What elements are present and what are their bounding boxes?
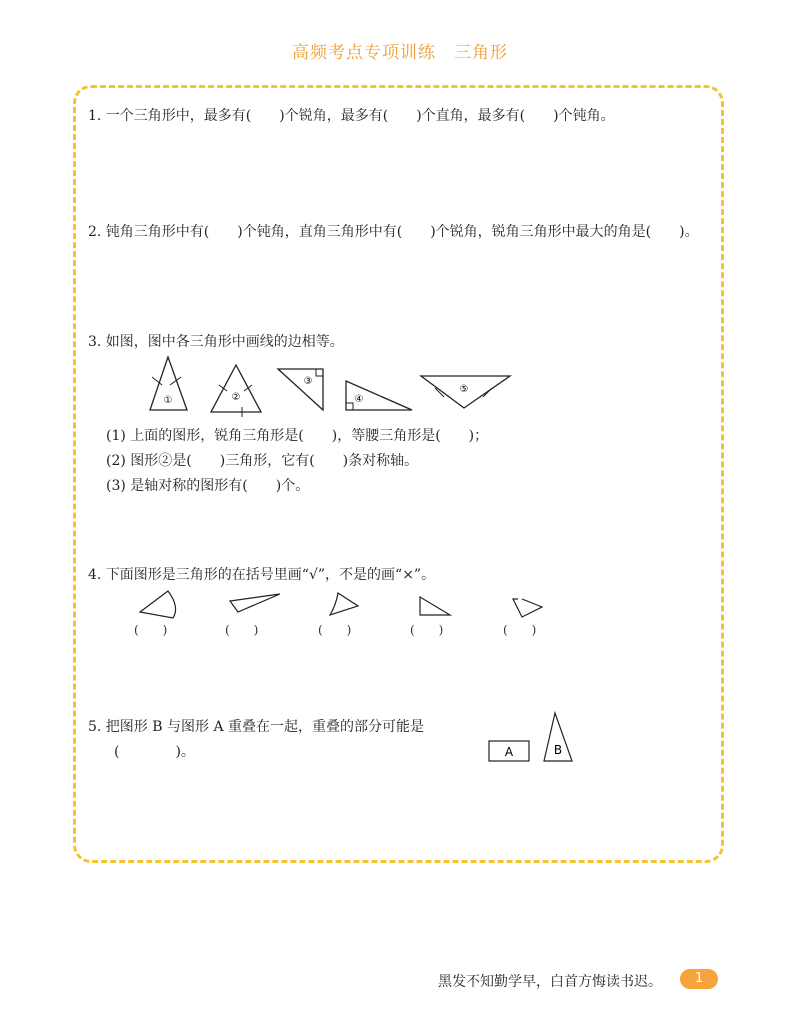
- shape-3: [330, 593, 358, 615]
- triangle-5: [421, 376, 510, 408]
- triangle-4: [346, 381, 412, 410]
- shape-b-label: B: [553, 743, 563, 757]
- triangle-4-label: ④: [354, 394, 364, 405]
- answer-paren-1[interactable]: ( ): [134, 623, 168, 637]
- question-2: 2. 钝角三角形中有( )个钝角，直角三角形中有( )个锐角，锐角三角形中最大的角是( )。: [88, 224, 699, 240]
- shape-1: [140, 591, 176, 618]
- question-1: 1. 一个三角形中，最多有( )个锐角，最多有( )个直角，最多有( )个钝角。: [88, 108, 615, 124]
- shape-a: [489, 741, 529, 761]
- question-3-sub-3: (3) 是轴对称的图形有( )个。: [106, 478, 310, 494]
- question-4-figures: [130, 585, 560, 625]
- answer-paren-3[interactable]: ( ): [318, 623, 352, 637]
- triangle-3: [278, 369, 323, 410]
- shape-4: [420, 597, 450, 615]
- question-4-stem: 4. 下面图形是三角形的在括号里画“√”，不是的画“×”。: [88, 567, 436, 583]
- answer-paren-5[interactable]: ( ): [503, 623, 537, 637]
- question-5-figures: [485, 710, 585, 770]
- question-3-sub-1: (1) 上面的图形，锐角三角形是( )，等腰三角形是( )；: [106, 428, 489, 444]
- shape-b: [544, 713, 572, 761]
- triangle-2: [211, 365, 261, 417]
- question-5-line-1: 5. 把图形 B 与图形 A 重叠在一起，重叠的部分可能是: [88, 719, 425, 735]
- answer-paren-2[interactable]: ( ): [225, 623, 259, 637]
- triangle-1: [150, 357, 187, 410]
- triangle-3-label: ③: [303, 376, 313, 387]
- question-3-stem: 3. 如图，图中各三角形中画线的边相等。: [88, 334, 344, 350]
- question-5-line-2: ( )。: [114, 744, 195, 760]
- answer-paren-4[interactable]: ( ): [410, 623, 444, 637]
- question-3-figures: [140, 355, 540, 420]
- shape-a-label: A: [504, 745, 514, 759]
- page-number-badge: 1: [680, 969, 718, 989]
- shape-5: [513, 599, 542, 617]
- shape-2: [230, 594, 280, 612]
- page-title: 高频考点专项训练 三角形: [292, 43, 508, 63]
- footer-motto: 黑发不知勤学早，白首方悔读书迟。: [438, 974, 662, 990]
- question-3-sub-2: (2) 图形②是( )三角形，它有( )条对称轴。: [106, 453, 419, 469]
- triangle-5-label: ⑤: [459, 384, 469, 395]
- triangle-2-label: ②: [231, 392, 241, 403]
- triangle-1-label: ①: [163, 395, 173, 406]
